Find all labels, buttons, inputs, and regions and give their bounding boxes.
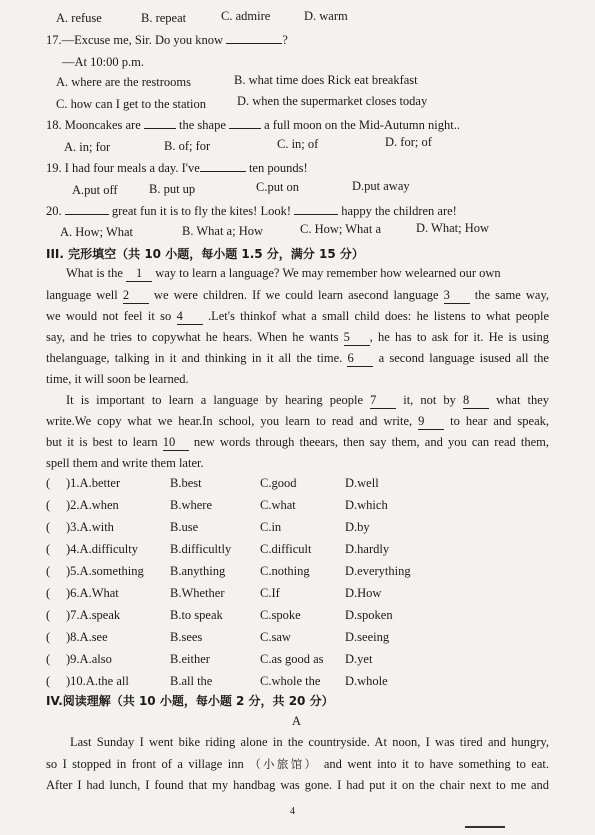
reading-line-2: so I stopped in front of a village inn （小旅馆） and went into it to have something to eat. bbox=[46, 757, 549, 771]
cloze-9-answer-paren-open: ( bbox=[46, 652, 51, 666]
q16-option-d: D. warm bbox=[304, 9, 348, 23]
cloze-2-answer-paren-open: ( bbox=[46, 498, 51, 512]
q18-option-b: B. of; for bbox=[164, 139, 211, 153]
blank-10: 10 bbox=[163, 434, 189, 451]
cloze-6-option-b: B.Whether bbox=[170, 586, 225, 600]
q19-option-a: A.put off bbox=[72, 183, 118, 197]
cloze-2-option-c: C.what bbox=[260, 498, 296, 512]
cloze-1-option-b: B.best bbox=[170, 476, 202, 490]
cloze-6-option-a: )6.A.What bbox=[66, 586, 119, 600]
blank-6: 6 bbox=[347, 350, 373, 367]
cloze-2-option-b: B.where bbox=[170, 498, 212, 512]
reading-line-1: Last Sunday I went bike riding alone in the countryside. At noon, I was tired and hungry, bbox=[70, 735, 549, 749]
cloze-4-option-b: B.difficultly bbox=[170, 542, 232, 556]
q18-option-c: C. in; of bbox=[277, 137, 319, 151]
passage-line-3: we would not feel it so 4 .Let's thinkof what a small child does: he listens to what people bbox=[46, 309, 550, 323]
q17-option-a: A. where are the restrooms bbox=[56, 75, 192, 89]
q20-option-b: B. What a; How bbox=[182, 224, 264, 238]
cloze-10-answer-paren-open: ( bbox=[46, 674, 51, 688]
blank-4: 4 bbox=[177, 308, 203, 325]
cloze-5-option-a: )5.A.something bbox=[66, 564, 144, 578]
passage-line-5: thelanguage, talking in it and thinking in it all the time. 6 a second language isused all the bbox=[46, 351, 549, 365]
passage-line-10: spell them and write them later. bbox=[46, 456, 204, 470]
cloze-9-option-a: )9.A.also bbox=[66, 652, 112, 666]
cloze-10-option-b: B.all the bbox=[170, 674, 213, 688]
cloze-3-option-a: )3.A.with bbox=[66, 520, 114, 534]
q18-option-a: A. in; for bbox=[64, 140, 111, 154]
passage-line-9: but it is best to learn 10 new words through theears, then say them, and you can read them, bbox=[46, 435, 550, 449]
cloze-1-option-d: D.well bbox=[345, 476, 379, 490]
cloze-7-answer-paren-open: ( bbox=[46, 608, 51, 622]
section-4-heading: IV.阅读理解（共 10 小题，每小题 2 分，共 20 分） bbox=[46, 694, 334, 708]
cloze-6-answer-paren-open: ( bbox=[46, 586, 51, 600]
q17-stem: 17.—Excuse me, Sir. Do you know ? bbox=[46, 33, 288, 47]
q16-option-a: A. refuse bbox=[56, 11, 102, 25]
cloze-7-option-a: )7.A.speak bbox=[66, 608, 121, 622]
q18-stem: 18. Mooncakes are the shape a full moon on the Mid-Autumn night.. bbox=[46, 118, 460, 132]
cloze-8-option-b: B.sees bbox=[170, 630, 203, 644]
passage-line-8: write.We copy what we hear.In school, you learn to read and write, 9 to hear and speak, bbox=[46, 414, 550, 428]
cloze-2-option-d: D.which bbox=[345, 498, 388, 512]
cloze-5-option-d: D.everything bbox=[345, 564, 411, 578]
cloze-3-option-b: B.use bbox=[170, 520, 199, 534]
cloze-1-option-c: C.good bbox=[260, 476, 297, 490]
cloze-4-option-a: )4.A.difficulty bbox=[66, 542, 138, 556]
passage-line-1: What is the 1 way to learn a language? We may remember how welearned our own bbox=[66, 266, 501, 280]
cloze-3-answer-paren-open: ( bbox=[46, 520, 51, 534]
q20-stem: 20. great fun it is to fly the kites! Look! happy the children are! bbox=[46, 204, 457, 218]
cloze-8-option-c: C.saw bbox=[260, 630, 291, 644]
q18-option-d: D. for; of bbox=[385, 135, 432, 149]
cloze-10-option-d: D.whole bbox=[345, 674, 388, 688]
q20-option-c: C. How; What a bbox=[300, 222, 382, 236]
cloze-7-option-d: D.spoken bbox=[345, 608, 393, 622]
blank-8: 8 bbox=[463, 392, 489, 409]
cloze-7-option-c: C.spoke bbox=[260, 608, 301, 622]
cloze-9-option-b: B.either bbox=[170, 652, 210, 666]
passage-line-4: say, and he tries to copywhat he hears. When he wants 5 , he has to ask for it. He is using bbox=[46, 330, 550, 344]
q17-option-b: B. what time does Rick eat breakfast bbox=[234, 73, 418, 87]
cloze-8-option-d: D.seeing bbox=[345, 630, 390, 644]
cloze-1-option-a: )1.A.better bbox=[66, 476, 121, 490]
cloze-6-option-d: D.How bbox=[345, 586, 382, 600]
blank-7: 7 bbox=[370, 392, 396, 409]
page-number: 4 bbox=[290, 806, 295, 817]
q19-option-c: C.put on bbox=[256, 180, 300, 194]
section-3-heading: III. 完形填空（共 10 小题，每小题 1.5 分，满分 15 分） bbox=[46, 247, 364, 261]
reading-line-3: After I had lunch, I found that my handbag was gone. I had put it on the chair next to me and bbox=[46, 778, 549, 792]
q19-option-d: D.put away bbox=[352, 179, 410, 193]
cloze-6-option-c: C.If bbox=[260, 586, 280, 600]
cloze-4-option-d: D.hardly bbox=[345, 542, 390, 556]
cloze-4-option-c: C.difficult bbox=[260, 542, 312, 556]
cloze-10-option-c: C.whole the bbox=[260, 674, 321, 688]
q19-stem: 19. I had four meals a day. I've ten pounds! bbox=[46, 161, 308, 175]
q17-option-d: D. when the supermarket closes today bbox=[237, 94, 428, 108]
cloze-3-option-c: C.in bbox=[260, 520, 282, 534]
cloze-5-answer-paren-open: ( bbox=[46, 564, 51, 578]
cloze-9-option-c: C.as good as bbox=[260, 652, 324, 666]
blank-2: 2 bbox=[123, 287, 149, 304]
passage-line-2: language well 2 we were children. If we could learn asecond language 3 the same way, bbox=[46, 288, 550, 302]
cloze-1-answer-paren-open: ( bbox=[46, 476, 51, 490]
q19-option-b: B. put up bbox=[149, 182, 196, 196]
blank-1: 1 bbox=[126, 265, 152, 282]
q16-option-b: B. repeat bbox=[141, 11, 187, 25]
cloze-4-answer-paren-open: ( bbox=[46, 542, 51, 556]
cloze-7-option-b: B.to speak bbox=[170, 608, 223, 622]
q20-option-d: D. What; How bbox=[416, 221, 490, 235]
q20-option-a: A. How; What bbox=[60, 225, 134, 239]
blank-3: 3 bbox=[444, 287, 470, 304]
q17-option-c: C. how can I get to the station bbox=[56, 97, 206, 111]
cloze-2-option-a: )2.A.when bbox=[66, 498, 119, 512]
blank-5: 5 bbox=[344, 329, 370, 346]
q16-option-c: C. admire bbox=[221, 9, 271, 23]
cloze-5-option-c: C.nothing bbox=[260, 564, 310, 578]
blank-9: 9 bbox=[418, 413, 444, 430]
passage-line-7: It is important to learn a language by hearing people 7 it, not by 8 what they bbox=[66, 393, 550, 407]
cloze-8-option-a: )8.A.see bbox=[66, 630, 108, 644]
cloze-3-option-d: D.by bbox=[345, 520, 370, 534]
cloze-9-option-d: D.yet bbox=[345, 652, 373, 666]
cloze-10-option-a: )10.A.the all bbox=[66, 674, 129, 688]
cloze-5-option-b: B.anything bbox=[170, 564, 226, 578]
scan-mark bbox=[465, 826, 505, 834]
cloze-8-answer-paren-open: ( bbox=[46, 630, 51, 644]
passage-line-6: time, it will soon be learned. bbox=[46, 372, 189, 386]
q17-answer-line: —At 10:00 p.m. bbox=[62, 55, 144, 69]
passage-a-label: A bbox=[292, 714, 302, 728]
